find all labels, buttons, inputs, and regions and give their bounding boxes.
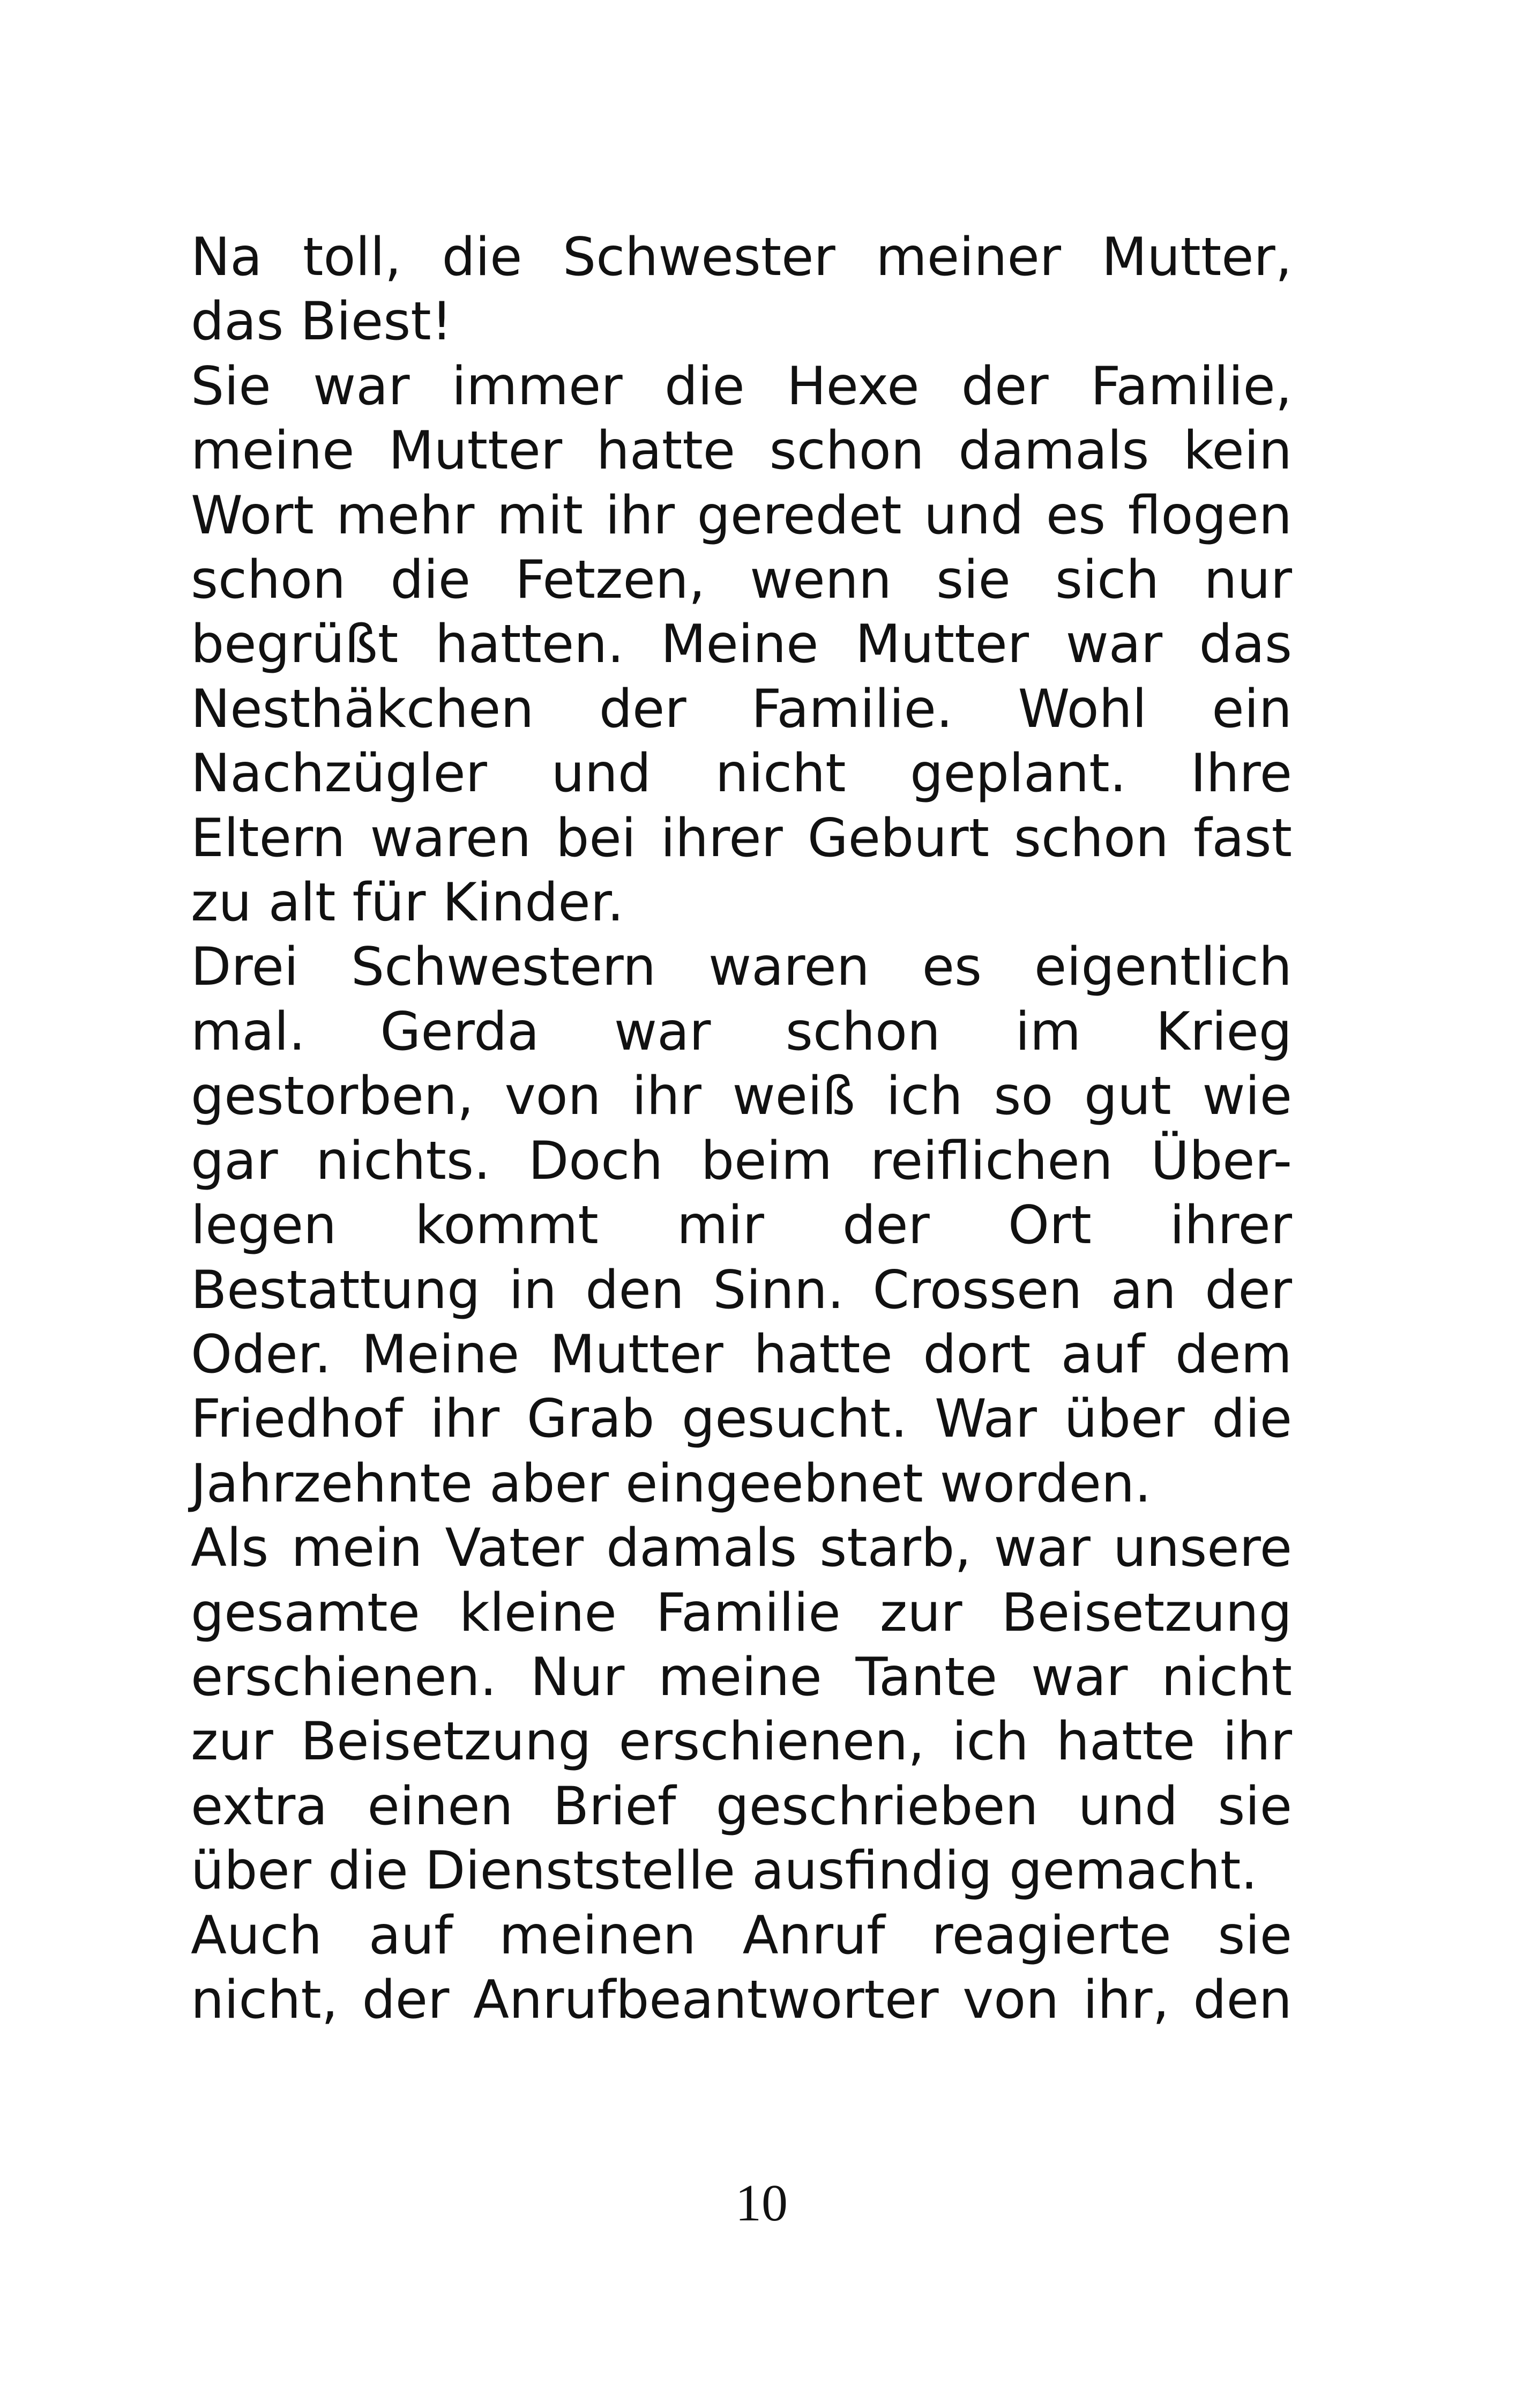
text-line: gestorben, von ihr weiß ich so gut wie (191, 1066, 1292, 1127)
text-line: Eltern waren bei ihrer Geburt schon fast (191, 807, 1292, 869)
text-line: Friedhof ihr Grab gesucht. War über die (191, 1388, 1292, 1450)
text-line: Jahrzehnte aber eingeebnet worden. (191, 1453, 1152, 1514)
paragraph-4 (191, 1516, 1292, 1903)
text-line: erschienen. Nur meine Tante war nicht (191, 1646, 1292, 1708)
text-line: mal. Gerda war schon im Krieg (191, 1001, 1292, 1062)
paragraph-5 (191, 1904, 1292, 2033)
paragraph-1 (191, 225, 1292, 354)
text-line: Nachzügler und nicht geplant. Ihre (191, 743, 1292, 805)
text-line: Auch auf meinen Anruf reagierte sie (191, 1905, 1292, 1966)
text-line: Oder. Meine Mutter hatte dort auf dem (191, 1324, 1292, 1385)
text-line: Wort mehr mit ihr geredet und es flogen (191, 485, 1292, 546)
text-line: schon die Fetzen, wenn sie sich nur (191, 549, 1292, 611)
text-line: meine Mutter hatte schon damals kein (191, 420, 1292, 482)
text-line: nicht, der Anrufbeantworter von ihr, den (191, 1969, 1292, 2031)
text-line: das Biest! (191, 291, 452, 353)
paragraph-3 (191, 935, 1292, 1516)
text-line: legen kommt mir der Ort ihrer (191, 1195, 1292, 1257)
text-line: über die Dienststelle ausfindig gemacht. (191, 1840, 1258, 1902)
text-line: Drei Schwestern waren es eigentlich (191, 937, 1292, 998)
text-line: begrüßt hatten. Meine Mutter war das (191, 614, 1292, 675)
text-line: gar nichts. Doch beim reiflichen Über- (191, 1130, 1292, 1192)
text-line: Sie war immer die Hexe der Familie, (191, 355, 1292, 417)
text-line: Als mein Vater damals starb, war unsere (191, 1518, 1292, 1579)
paragraph-2 (191, 354, 1292, 935)
text-line: Bestattung in den Sinn. Crossen an der (191, 1259, 1292, 1321)
text-line: zu alt für Kinder. (191, 872, 624, 934)
page-number: 10 (735, 2174, 788, 2232)
body-text (191, 225, 1292, 2032)
text-line: Nesthäkchen der Familie. Wohl ein (191, 678, 1292, 740)
text-line: gesamte kleine Familie zur Beisetzung (191, 1582, 1292, 1644)
text-line: extra einen Brief geschrieben und sie (191, 1775, 1292, 1837)
text-line: Na toll, die Schwester meiner Mutter, (191, 227, 1292, 288)
text-line: zur Beisetzung erschienen, ich hatte ihr (191, 1711, 1292, 1773)
